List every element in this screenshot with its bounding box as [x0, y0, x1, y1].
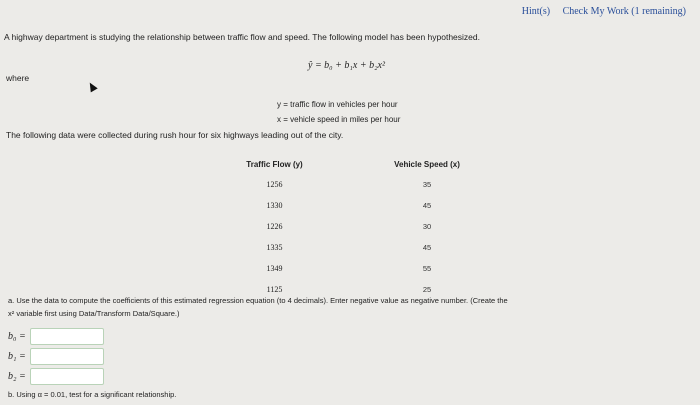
- header-vehicle-speed: Vehicle Speed (x): [394, 160, 460, 169]
- part-a-instructions: a. Use the data to compute the coefficients of this estimated regression equation (to 4 decimals). Enter negative value as negative number. (Create the: [8, 296, 508, 305]
- b2-label: b₂ =: [8, 370, 26, 382]
- intro-text: A highway department is studying the relationship between traffic flow and speed. The following model has been hypothesized.: [4, 32, 480, 42]
- model-equation: ŷ = b₀ + b₁x + b₂x²: [308, 60, 385, 71]
- b1-label: b₁ =: [8, 350, 26, 362]
- check-my-work-link[interactable]: Check My Work (1 remaining): [562, 6, 686, 17]
- table-row: 1330 45: [266, 201, 432, 210]
- table-row: 1226 30: [266, 222, 432, 231]
- data-table: [232, 160, 472, 300]
- where-text: where: [6, 73, 30, 83]
- part-b-text: b. Using α = 0.01, test for a significant relationship.: [8, 390, 177, 399]
- table-row: 1256 35: [266, 180, 432, 189]
- b0-input[interactable]: [30, 328, 104, 345]
- definition-y: y = traffic flow in vehicles per hour: [277, 100, 398, 109]
- definition-x: x = vehicle speed in miles per hour: [277, 115, 401, 124]
- mouse-cursor-icon: [86, 81, 97, 93]
- table-row: 1349 55: [266, 264, 432, 273]
- b1-answer-row: [8, 348, 104, 364]
- b2-answer-row: [8, 368, 104, 384]
- table-row: 1335 45: [266, 243, 432, 252]
- b0-answer-row: [8, 328, 104, 344]
- part-a-instructions-2: x² variable first using Data/Transform Data/Square.): [8, 309, 180, 318]
- table-row: 1125 25: [266, 285, 432, 294]
- header-traffic-flow: Traffic Flow (y): [246, 160, 303, 169]
- b2-input[interactable]: [30, 368, 104, 385]
- top-toolbar: [512, 6, 686, 17]
- b1-input[interactable]: [30, 348, 104, 365]
- b0-label: b₀ =: [8, 330, 26, 342]
- data-intro-text: The following data were collected during rush hour for six highways leading out of the city.: [6, 130, 344, 140]
- hints-link[interactable]: Hint(s): [521, 6, 551, 17]
